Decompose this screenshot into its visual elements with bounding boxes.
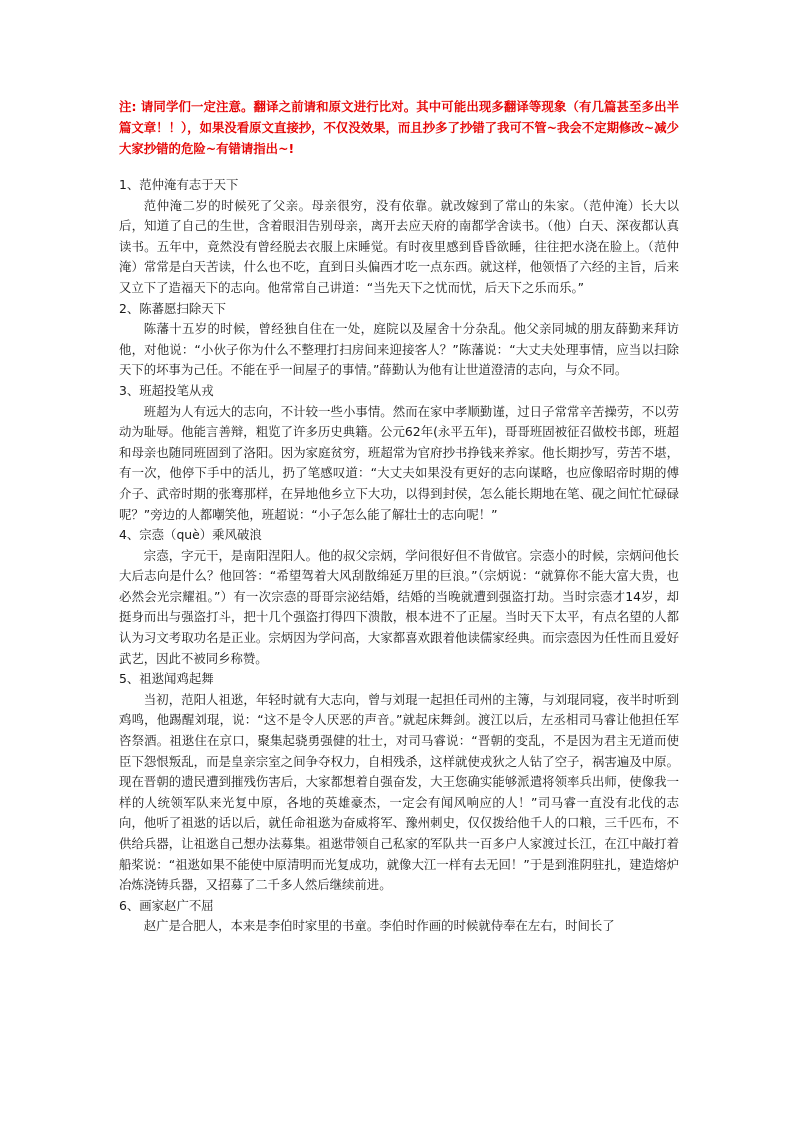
- section-title: 3、班超投笔从戎: [119, 382, 214, 398]
- section-paragraph: 陈藩十五岁的时候，曾经独自住在一处，庭院以及屋舍十分杂乱。他父亲同城的朋友薛勤来拜访他，对他说：“小伙子你为什么不整理打扫房间来迎接客人？”陈藩说：“大丈夫处理事情，应当以扫除天下的坏事为己任。不能在乎一间屋子的事情。”薛勤认为他有让世道澄清的志向，与众不同。: [119, 321, 679, 378]
- section-2: [119, 299, 679, 381]
- notice-text: 注: 请同学们一定注意。翻译之前请和原文进行比对。其中可能出现多翻译等现象（有几篇甚至多出半篇文章！！），如果没看原文直接抄，不仅没效果，而且抄多了抄错了我可不管~我会不定期修改~减少大家抄错的危险~有错请指出~!: [119, 99, 679, 156]
- section-5: [119, 669, 679, 896]
- section-title: 4、宗悫（què）乘风破浪: [119, 527, 262, 543]
- section-title: 1、范仲淹有志于天下: [119, 177, 239, 192]
- section-1: [119, 175, 679, 299]
- section-paragraph: 宗悫，字元干，是南阳涅阳人。他的叔父宗炳，学问很好但不肯做官。宗悫小的时候，宗炳问他长大后志向是什么？他回答：“希望驾着大风刮散绵延万里的巨浪。”（宗炳说：“就算你不能大富大贵，也必然会光宗耀祖。”）有一次宗悫的哥哥宗泌结婚，结婚的当晚就遭到强盗打劫。当时宗悫才14岁，却挺身而出与强盗打斗，把十几个强盗打得四下溃散，根本进不了正屋。当时天下太平，有点名望的人都认为习文考取功名是正业。宗炳因为学问高，大家都喜欢跟着他读儒家经典。而宗悫因为任性而且爱好武艺，因此不被同乡称赞。: [119, 547, 679, 666]
- section-title: 2、陈蕃愿扫除天下: [119, 300, 227, 316]
- section-6: [119, 896, 679, 937]
- document-page: [119, 96, 679, 937]
- section-paragraph: 当初，范阳人祖逖，年轻时就有大志向，曾与刘琨一起担任司州的主簿，与刘琨同寝，夜半时听到鸡鸣，他踢醒刘琨，说：“这不是令人厌恶的声音。”就起床舞剑。渡江以后，左丞相司马睿让他担任军咨祭酒。祖逖住在京口，聚集起骁勇强健的壮士，对司马睿说：“晋朝的变乱，不是因为君主无道而使臣下怨恨叛乱，而是皇亲宗室之间争夺权力，自相残杀，这样就使戎狄之人钻了空子，祸害遍及中原。现在晋朝的遗民遭到摧残伤害后，大家都想着自强奋发，大王您确实能够派遣将领率兵出师，使像我一样的人统领军队来光复中原，各地的英雄豪杰，一定会有闻风响应的人！”司马睿一直没有北伐的志向，他听了祖逖的话以后，就任命祖逖为奋威将军、豫州刺史，仅仅拨给他千人的口粮，三千匹布，不供给兵器，让祖逖自己想办法募集。祖逖带领自己私家的军队共一百多户人家渡过长江，在江中敲打着船桨说：“祖逖如果不能使中原清明而光复成功，就像大江一样有去无回！”于是到淮阴驻扎，建造熔炉冶炼浇铸兵器，又招募了二千多人然后继续前进。: [119, 691, 679, 893]
- section-title: 6、画家赵广不屈: [119, 897, 214, 913]
- section-paragraph: 范仲淹二岁的时候死了父亲。母亲很穷，没有依靠。就改嫁到了常山的朱家。（范仲淹）长大以后，知道了自己的生世，含着眼泪告别母亲，离开去应天府的南都学舍读书。（他）白天、深夜都认真读书。五年中，竟然没有曾经脱去衣服上床睡觉。有时夜里感到昏昏欲睡，往往把水浇在脸上。（范仲淹）常常是白天苦读，什么也不吃，直到日头偏西才吃一点东西。就这样，他领悟了六经的主旨，后来又立下了造福天下的志向。他常常自己讲道：“当先天下之忧而忧，后天下之乐而乐。”: [119, 197, 679, 295]
- section-3: [119, 381, 679, 525]
- section-paragraph: 班超为人有远大的志向，不计较一些小事情。然而在家中孝顺勤谨，过日子常常辛苦操劳，不以劳动为耻辱。他能言善辩，粗览了许多历史典籍。公元62年(永平五年)，哥哥班固被征召做校书郎，班超和母亲也随同班固到了洛阳。因为家庭贫穷，班超常为官府抄书挣钱来养家。他长期抄写，劳苦不堪，有一次，他停下手中的活儿，扔了笔感叹道：“大丈夫如果没有更好的志向谋略，也应像昭帝时期的傅介子、武帝时期的张骞那样，在异地他乡立下大功，以得到封侯，怎么能长期地在笔、砚之间忙忙碌碌呢？”旁边的人都嘲笑他，班超说：“小子怎么能了解壮士的志向呢！”: [119, 403, 679, 522]
- section-4: [119, 525, 679, 669]
- section-title: 5、祖逖闻鸡起舞: [119, 671, 214, 687]
- section-paragraph: 赵广是合肥人，本来是李伯时家里的书童。李伯时作画的时候就侍奉在左右，时间长了: [143, 918, 615, 934]
